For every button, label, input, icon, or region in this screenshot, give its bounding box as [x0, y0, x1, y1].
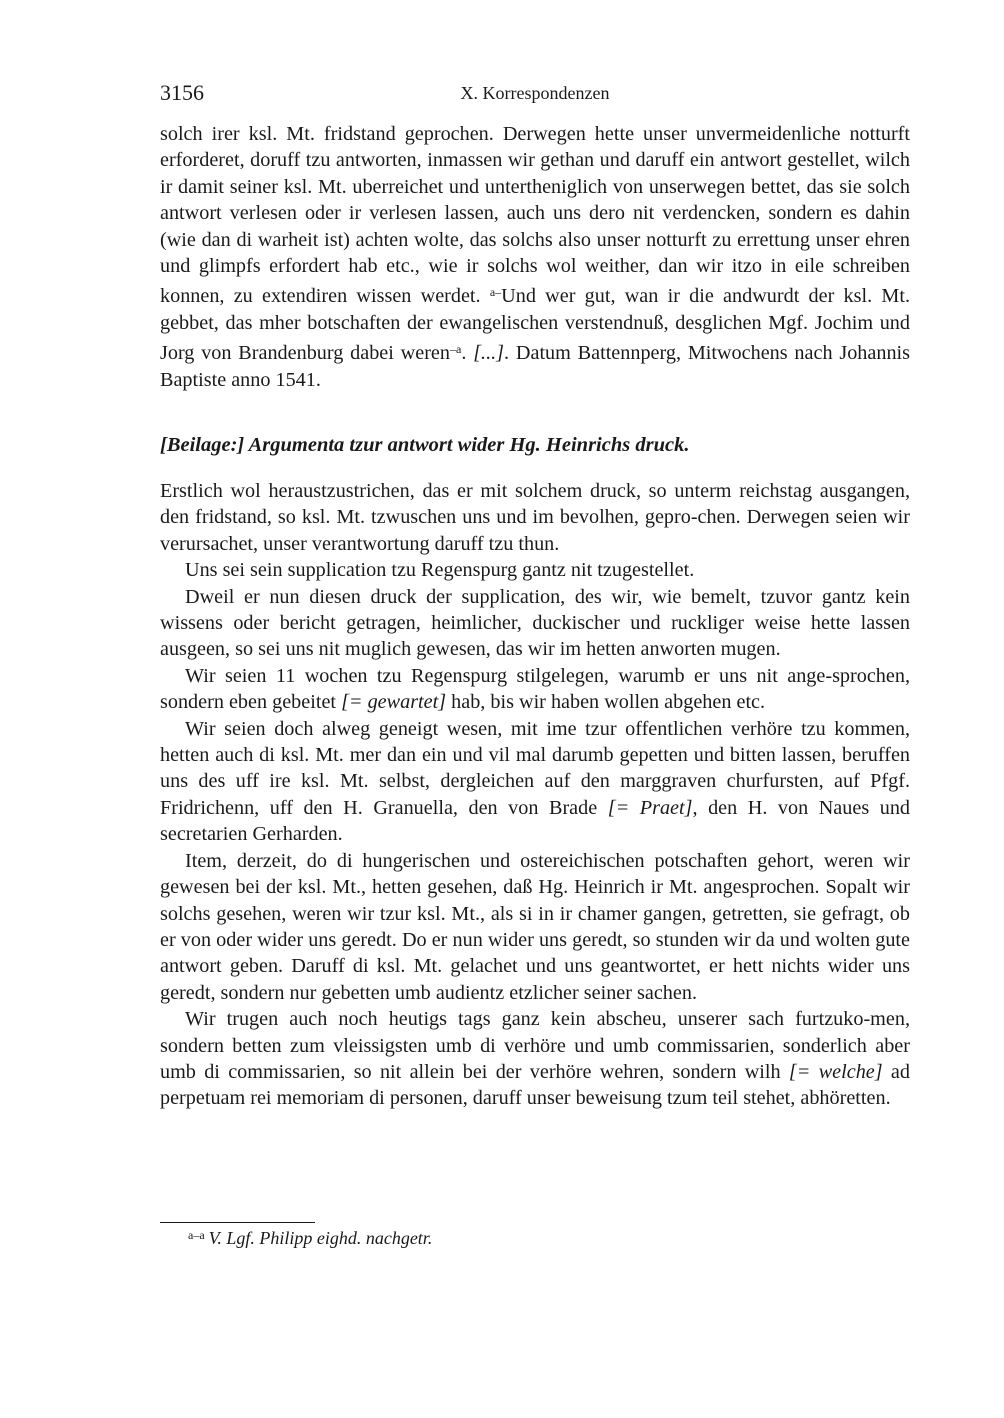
letter-text: .: [461, 342, 474, 365]
paragraph-text: , den H. von Naues und secretarien Gerharden.: [160, 796, 911, 846]
paragraph-text: ad perpetuam rei memoriam di personen, daruff unser beweisung tzum teil stehet, abhöretten.: [160, 1060, 910, 1110]
editorial-note: [= Praet]: [607, 796, 693, 819]
editorial-ellipsis: [...]: [473, 342, 505, 365]
beilage-body: [160, 478, 910, 1112]
beilage-paragraph: Item, derzeit, do di hungerischen und ostereichischen potschaften gehort, weren wir gewesen bei der ksl. Mt., hetten gesehen, daß Hg. Heinrich ir Mt. angesprochen. Sopalt wir solchs gesehen, weren wir tzur ksl. Mt., als si in ir chamer gangen, getretten, sie gefragt, ob er von oder wider uns geredt. Do er nun wider uns geredt, so stunden wir da und wolten gute antwort geben. Daruff di ksl. Mt. gelachet und uns geantwortet, er hett nichts wider uns geredt, sondern nur gebetten umb audientz etzlicher seiner sachen.: [160, 849, 910, 1004]
footnote-text: V. Lgf. Philipp eighd. nachgetr.: [208, 1228, 433, 1248]
letter-text: . Datum Battennperg, Mitwochens nach Johannis Baptiste anno 1541.: [160, 342, 911, 391]
section-title: [Beilage:] Argumenta tzur antwort wider Hg. Heinrichs druck.: [160, 434, 690, 456]
beilage-paragraph: [160, 663, 910, 716]
beilage-paragraph: Dweil er nun diesen druck der supplication, des wir, wie bemelt, tzuvor gantz kein wissens oder bericht getragen, heimlicher, duckischer und ruckliger weise hette lassen ausgeen, so sei uns nit muglich gewesen, das wir im hetten anworten mugen.: [160, 585, 910, 661]
page-header: [160, 80, 910, 106]
editorial-note: [= welche]: [788, 1060, 883, 1083]
letter-text: Und wer gut, wan ir die andwurdt der ksl. Mt. gebbet, das mher botschaften der ewangelischen verstendnuß, desglichen Mgf. Jochim und Jorg von Brandenburg dabei weren: [160, 285, 910, 365]
beilage-paragraph: Uns sei sein supplication tzu Regenspurg gantz nit tzugestellet.: [185, 559, 695, 582]
letter-body: [160, 121, 910, 393]
footnote: [188, 1228, 432, 1249]
beilage-paragraph: [160, 716, 910, 848]
footnote-divider: [160, 1222, 315, 1223]
running-head: X. Korrespondenzen: [460, 83, 610, 103]
letter-text: solch irer ksl. Mt. fridstand geprochen. Derwegen hette unser unvermeidenliche notturft erforderet, doruff tzu antworten, inmassen wir gethan und daruff ein antwort gestellet, wilch ir damit seiner ksl. Mt. uberreichet und untertheniglich von unserwegen bettet, das sie solch antwort verlesen oder ir verlesen lassen, auch uns dero nit verdencken, sondern es dahin (wie dan di warheit ist) achten wolte, das solchs also unser notturft zu errettung unser ehren und glimpfs erfordert hab etc., wie ir solchs wol weither, dan wir itzo in eile schreiben konnen, zu extendiren wissen werdet.: [160, 123, 910, 308]
beilage-paragraph: Erstlich wol heraustzustrichen, das er mit solchem druck, so unterm reichstag ausgangen, den fridstand, so ksl. Mt. tzwuschen uns und im bevolhen, gepro-chen. Derwegen seien wir verursachet, unser verantwortung daruff tzu thun.: [160, 480, 910, 555]
footnote-mark: a–a: [188, 1228, 205, 1242]
paragraph-text: Wir trugen auch noch heutigs tags ganz kein abscheu, unserer sach furtzuko-men, sondern betten zum vleissigsten umb di verhöre und umb commissarien, sonderlich aber umb di commissarien, so nit allein bei der verhöre wehren, sondern wilh: [160, 1008, 910, 1083]
editorial-note: [= gewartet]: [341, 691, 447, 714]
page-number: 3156: [160, 80, 204, 105]
footnote-marker-open: a–: [489, 285, 502, 300]
footnote-marker-close: –a: [450, 342, 462, 357]
paragraph-text: hab, bis wir haben wollen abgehen etc.: [446, 691, 766, 714]
letter-paragraph: [160, 121, 910, 393]
paragraph-text: Wir seien doch alweg geneigt wesen, mit ime tzur offentlichen verhöre tzu kommen, hetten auch di ksl. Mt. mer dan ein und vil mal darumb gepetten und bitten lassen, beruffen uns des uff ire ksl. Mt. selbst, dergleichen auf den marggraven churfursten, auf Pfgf. Fridrichenn, uff den H. Granuella, den von Brade: [160, 717, 910, 819]
paragraph-text: Wir seien 11 wochen tzu Regenspurg stilgelegen, warumb er uns nit ange-sprochen, sondern eben gebeitet: [160, 664, 910, 714]
beilage-paragraph: [160, 1006, 910, 1112]
